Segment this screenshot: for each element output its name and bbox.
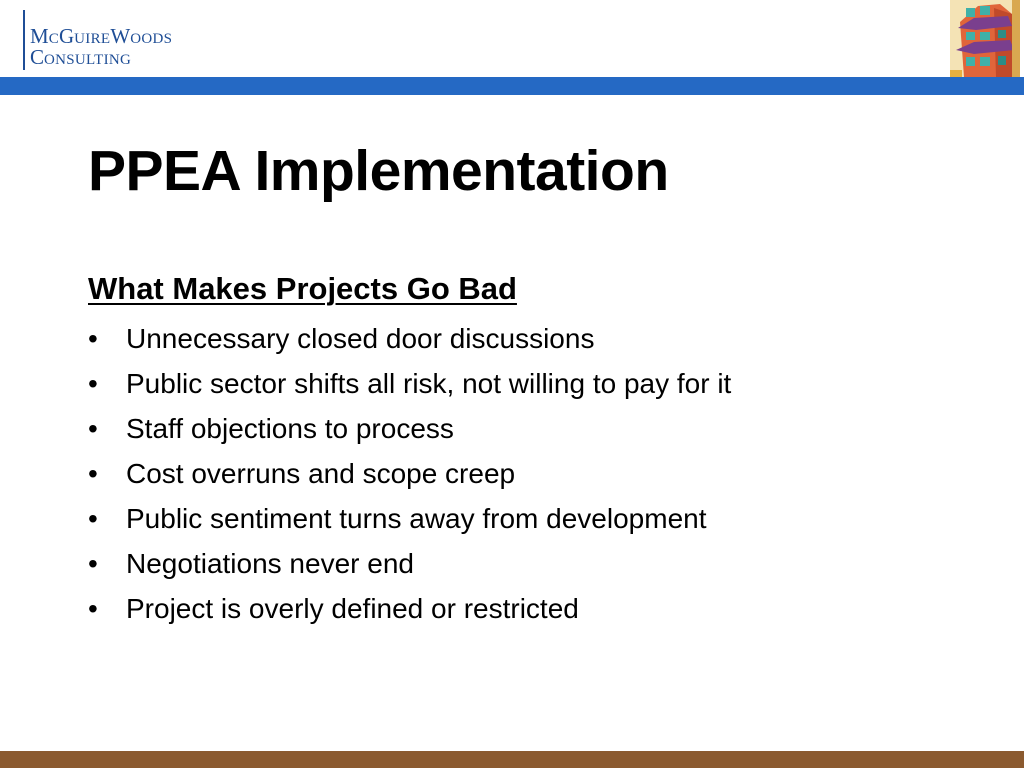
logo-letter: W [110,24,131,48]
logo-letter: ONSULTING [44,52,132,68]
logo-divider [23,10,25,70]
bullet-text: Cost overruns and scope creep [126,458,516,489]
logo-line-1 [30,26,172,47]
bullet-icon: • [88,368,98,399]
bullet-icon: • [88,593,98,624]
slide-subheading: What Makes Projects Go Bad [88,271,517,306]
slide-title: PPEA Implementation [88,139,669,203]
logo-letter: C [30,45,45,69]
bullet-text: Negotiations never end [126,548,414,579]
bullet-icon: • [88,503,98,534]
logo-letter: M [30,24,49,48]
bullet-text: Public sector shifts all risk, not willing to pay for it [126,368,732,399]
logo-letter: G [59,24,75,48]
header-band [0,77,1024,95]
bullet-text: Project is overly defined or restricted [126,593,579,624]
company-logo [30,26,172,68]
logo-letter: OODS [130,31,173,47]
building-illustration-icon [950,0,1020,77]
bullet-text: Public sentiment turns away from development [126,503,707,534]
bullet-icon: • [88,413,98,444]
bullet-icon: • [88,548,98,579]
logo-letter: UIRE [74,31,111,47]
footer-bar [0,751,1024,768]
bullet-text: Staff objections to process [126,413,454,444]
bullet-icon: • [88,458,98,489]
bullet-icon: • [88,323,98,354]
logo-line-2 [30,47,172,68]
bullet-text: Unnecessary closed door discussions [126,323,595,354]
logo-letter: C [48,31,59,47]
